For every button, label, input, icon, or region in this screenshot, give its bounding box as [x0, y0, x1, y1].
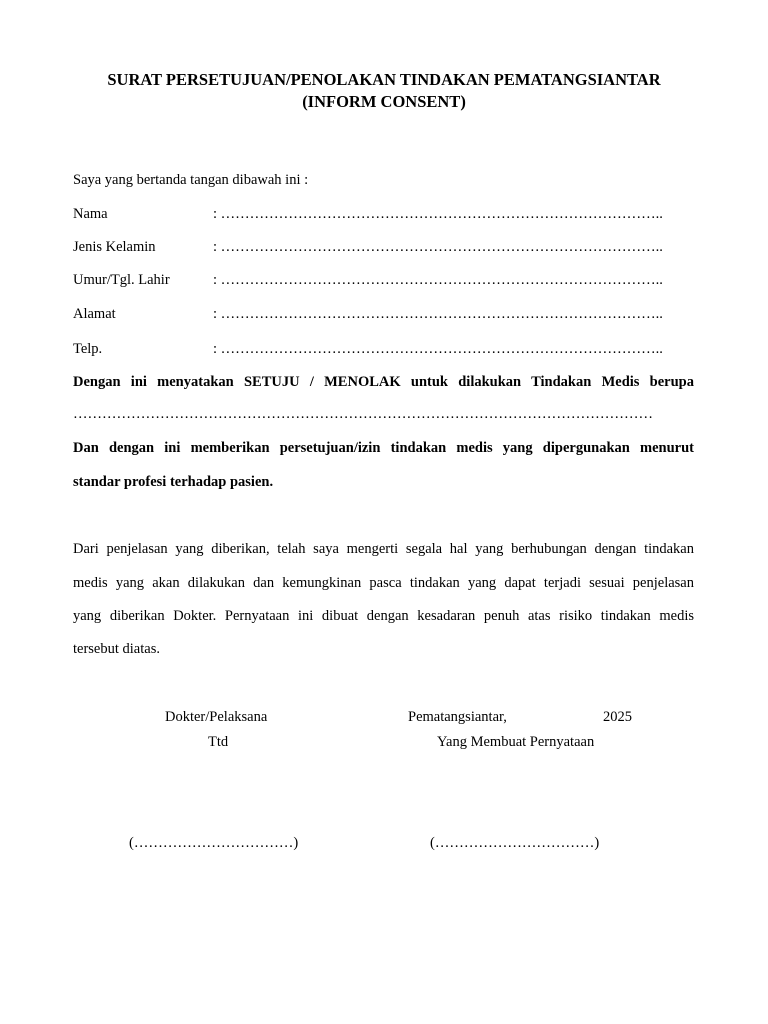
paragraph-line: Dari penjelasan yang diberikan, telah saya mengerti segala hal yang berhubungan dengan tindakan [73, 541, 694, 557]
paragraph-line: medis yang akan dilakukan dan kemungkinan pasca tindakan yang dapat terjadi sesuai penjelasan [73, 575, 694, 591]
year-label: 2025 [603, 709, 632, 725]
paragraph-last-line: tersebut diatas. [73, 641, 160, 657]
field-label: Telp. [73, 341, 103, 357]
field-blank: : ……………………………………………………………………………….. [213, 206, 663, 222]
field-blank: : ……………………………………………………………………………….. [213, 272, 663, 288]
intro-text: Saya yang bertanda tangan dibawah ini : [73, 172, 309, 188]
declarant-label: Yang Membuat Pernyataan [437, 734, 595, 750]
document-title: SURAT PERSETUJUAN/PENOLAKAN TINDAKAN PEMATANGSIANTAR [107, 70, 661, 89]
declarant-signature-blank: (……………………………) [430, 835, 600, 851]
consent-line-1: Dan dengan ini memberikan persetujuan/izin tindakan medis yang dipergunakan menurut [73, 440, 694, 456]
field-blank: : ……………………………………………………………………………….. [213, 306, 663, 322]
field-label: Alamat [73, 306, 116, 322]
doctor-role-label: Dokter/Pelaksana [165, 709, 268, 725]
paragraph-line: yang diberikan Dokter. Pernyataan ini dibuat dengan kesadaran penuh atas risiko tindakan medis [73, 608, 694, 624]
field-label: Jenis Kelamin [73, 239, 156, 255]
field-label: Nama [73, 206, 108, 222]
statement-dots: ………………………………………………………………………………………………………… [73, 406, 653, 422]
doctor-signature-blank: (……………………………) [129, 835, 299, 851]
statement-line: Dengan ini menyatakan SETUJU / MENOLAK untuk dilakukan Tindakan Medis berupa [73, 374, 694, 390]
field-label: Umur/Tgl. Lahir [73, 272, 170, 288]
field-blank: : ……………………………………………………………………………….. [213, 341, 663, 357]
consent-line-2: standar profesi terhadap pasien. [73, 474, 274, 490]
field-blank: : ……………………………………………………………………………….. [213, 239, 663, 255]
doctor-sign-label: Ttd [208, 734, 229, 750]
place-label: Pematangsiantar, [408, 709, 507, 725]
document-subtitle: (INFORM CONSENT) [302, 92, 466, 111]
